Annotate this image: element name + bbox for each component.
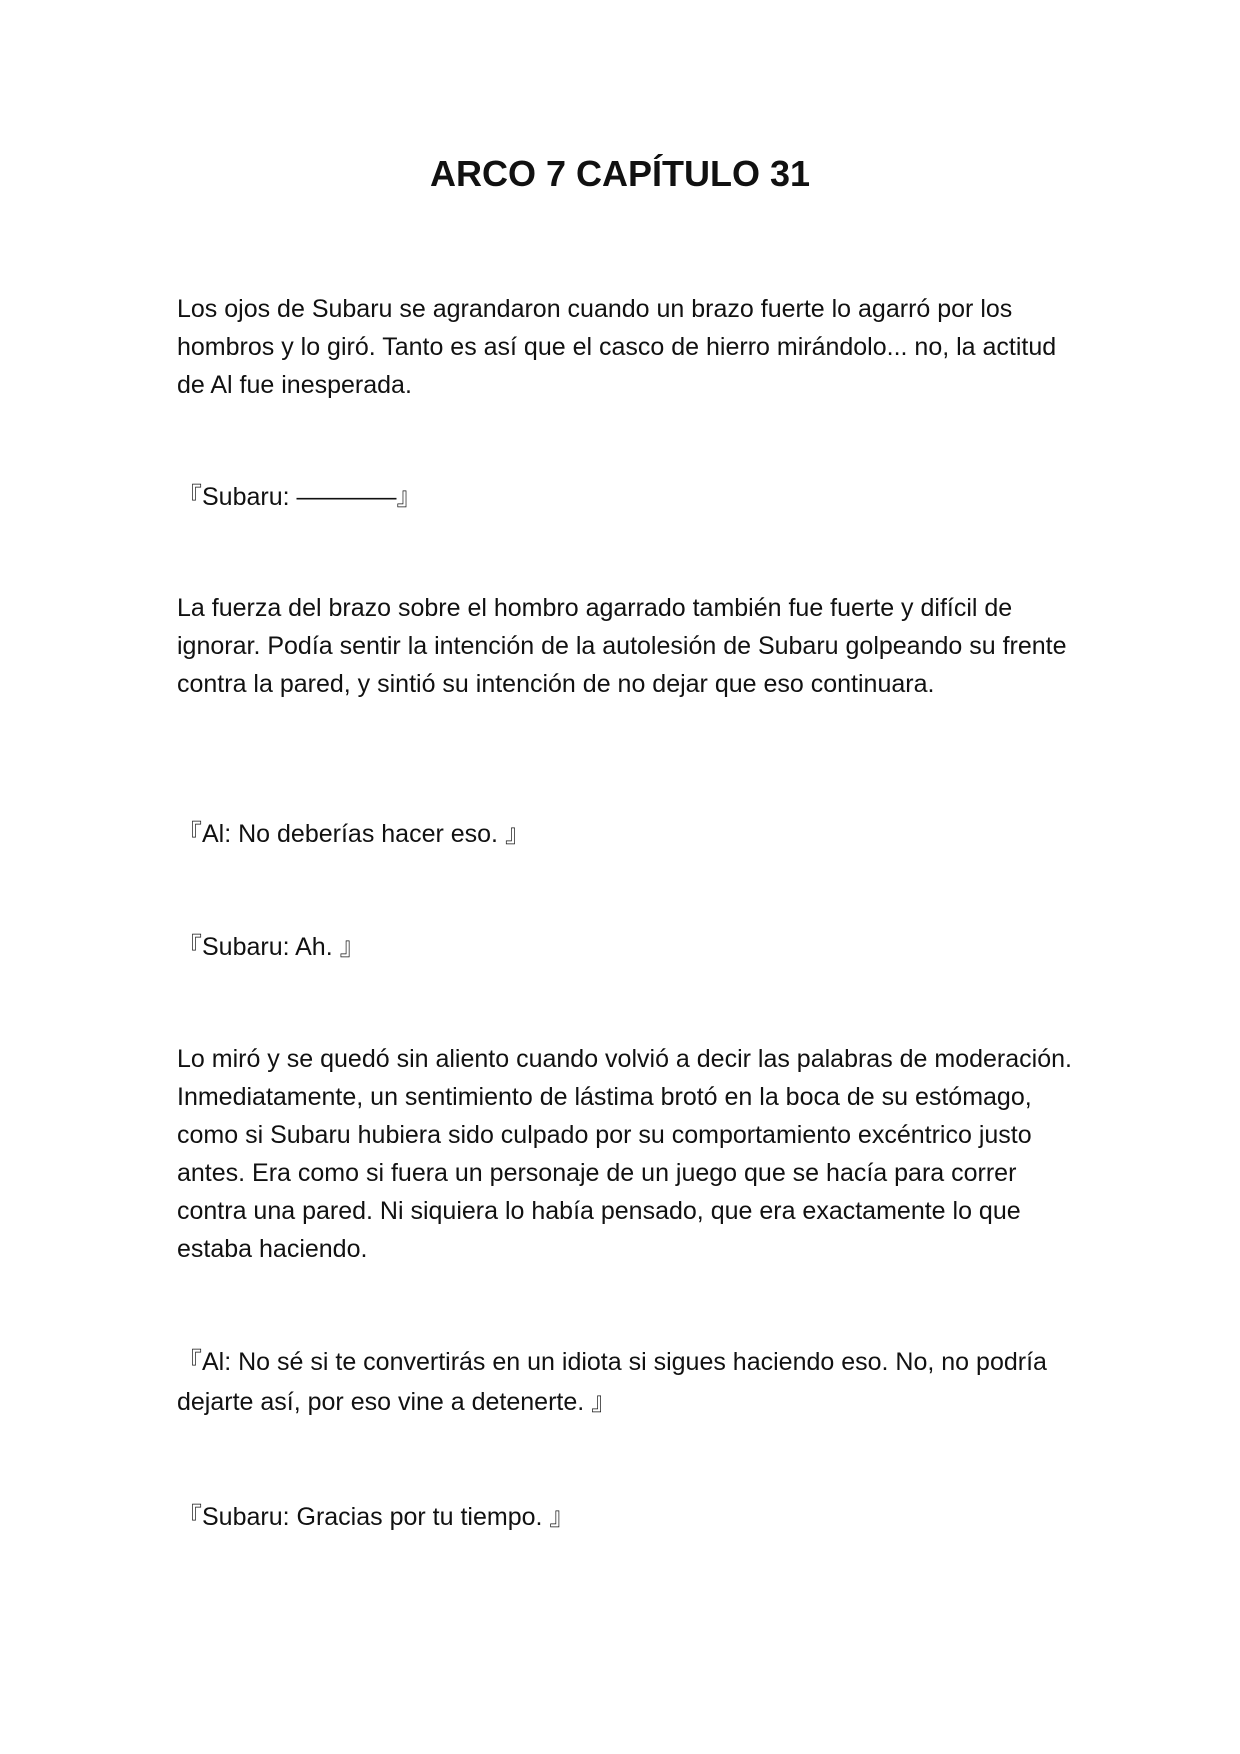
narration-paragraph-3: Lo miró y se quedó sin aliento cuando volvió a decir las palabras de moderación. Inmediatamente, un sentimiento de lástima brotó en la boca de su estómago, como si Subaru hubiera sido culpado por su comportamiento excéntrico justo antes. Era como si fuera un personaje de un juego que se hacía para correr contra una pared. Ni siquiera lo había pensado, que era exactamente lo que estaba haciendo. <box>177 1045 1072 1263</box>
dialogue-line-4: 『Al: No sé si te convertirás en un idiota si sigues haciendo eso. No, no podría dejarte así, por eso vine a detenerte. 』 <box>177 1348 1047 1416</box>
narration-paragraph-2: La fuerza del brazo sobre el hombro agarrado también fue fuerte y difícil de ignorar. Podía sentir la intención de la autolesión de Subaru golpeando su frente contra la pared, y sintió su intención de no dejar que eso continuara. <box>177 594 1067 698</box>
dialogue-line-3: 『Subaru: Ah. 』 <box>177 933 365 961</box>
dialogue-line-5: 『Subaru: Gracias por tu tiempo. 』 <box>177 1503 575 1531</box>
narration-paragraph-1: Los ojos de Subaru se agrandaron cuando un brazo fuerte lo agarró por los hombros y lo giró. Tanto es así que el casco de hierro mirándolo... no, la actitud de Al fue inesperada. <box>177 295 1057 399</box>
dialogue-line-2: 『Al: No deberías hacer eso. 』 <box>177 820 530 848</box>
dialogue-line-1: 『Subaru: ————』 <box>177 483 422 511</box>
chapter-title: ARCO 7 CAPÍTULO 31 <box>429 153 811 194</box>
